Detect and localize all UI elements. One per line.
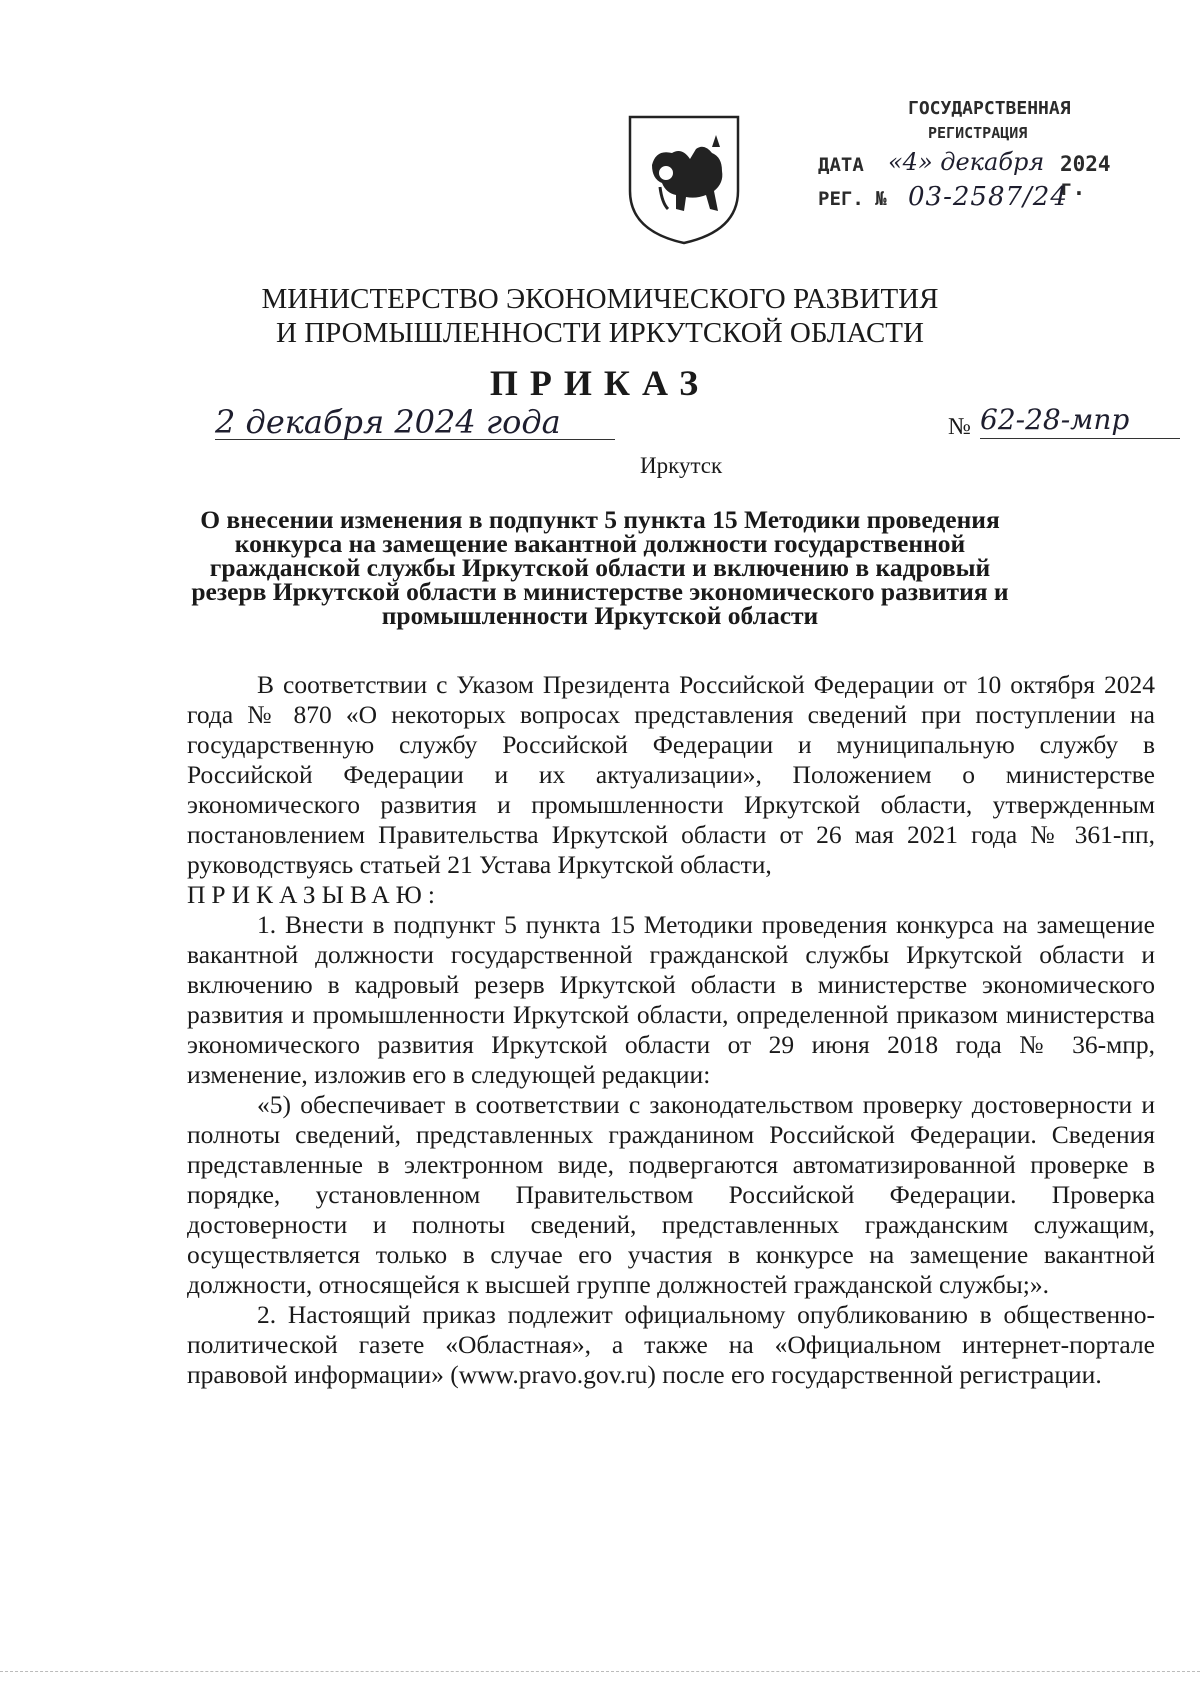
document-body [187, 670, 1155, 1390]
order-city: Иркутск [640, 453, 723, 478]
ministry-name-line1: МИНИСТЕРСТВО ЭКОНОМИЧЕСКОГО РАЗВИТИЯ [261, 283, 939, 315]
item-2-paragraph: 2. Настоящий приказ подлежит официальному опубликованию в общественно-политической газете «Областная», а также на «Официальном интернет-портале правовой информации» (www.pravo.gov.ru) после его государственной регистрации. [187, 1300, 1155, 1389]
stamp-subheading: РЕГИСТРАЦИЯ [928, 124, 1028, 142]
order-date-handwritten: 2 декабря 2024 года [215, 405, 615, 440]
document-title: О внесении изменения в подпункт 5 пункта 15 Методики проведения конкурса на замещение вакантной должности государственной гражданской службы Иркутской области и включению в кадровый резерв Иркутской области в министерстве экономического развития и промышленности Иркутской области [191, 505, 1009, 630]
preamble-paragraph: В соответствии с Указом Президента Российской Федерации от 10 октября 2024 года № 870 «О некоторых вопросах представления сведений при поступлении на государственную службу Российской Федерации и муниципальную службу в Российской Федерации и их актуализации», Положением о министерстве экономического развития и промышленности Иркутской области, утвержденным постановлением Правительства Иркутской области от 26 мая 2021 года № 361-пп, руководствуясь статьей 21 Устава Иркутской области, [187, 670, 1155, 879]
stamp-year: 2024 г. [1060, 152, 1111, 200]
ministry-name-line2: И ПРОМЫШЛЕННОСТИ ИРКУТСКОЙ ОБЛАСТИ [276, 317, 924, 349]
order-number-label: № [948, 414, 971, 440]
coat-of-arms-emblem [626, 113, 742, 245]
item-1-paragraph: 1. Внести в подпункт 5 пункта 15 Методики проведения конкурса на замещение вакантной должности государственной гражданской службы Иркутской области и включению в кадровый резерв Иркутской области в министерстве экономического развития и промышленности Иркутской области, определенной приказом министерства экономического развития Иркутской области от 29 июня 2018 года № 36-мпр, изменение, изложив его в следующей редакции: [187, 910, 1155, 1089]
quoted-amendment-paragraph: «5) обеспечивает в соответствии с законодательством проверку достоверности и полноты сведений, представленных гражданином Российской Федерации. Сведения представленные в электронном виде, подвергаются автоматизированной проверке в порядке, установленном Правительством Российской Федерации. Проверка достоверности и полноты сведений, представленных гражданским служащим, осуществляется только в случае его участия в конкурсе на замещение вакантной должности, относящейся к высшей группе должностей гражданской службы;». [187, 1090, 1155, 1299]
document-type-heading: ПРИКАЗ [489, 363, 711, 403]
stamp-reg-number-handwritten: 03-2587/24 [908, 182, 1068, 212]
stamp-heading: ГОСУДАРСТВЕННАЯ [908, 98, 1071, 119]
stamp-reg-label: РЕГ. № [818, 188, 887, 210]
decree-word: ПРИКАЗЫВАЮ: [187, 880, 441, 909]
scan-bottom-edge [0, 1671, 1200, 1672]
order-number [948, 403, 1184, 448]
order-number-handwritten: 62-28-мпр [980, 402, 1180, 439]
registration-stamp [810, 92, 1130, 212]
stamp-date-handwritten: «4» декабря [888, 148, 1045, 176]
stamp-date-label: ДАТА [818, 154, 864, 176]
